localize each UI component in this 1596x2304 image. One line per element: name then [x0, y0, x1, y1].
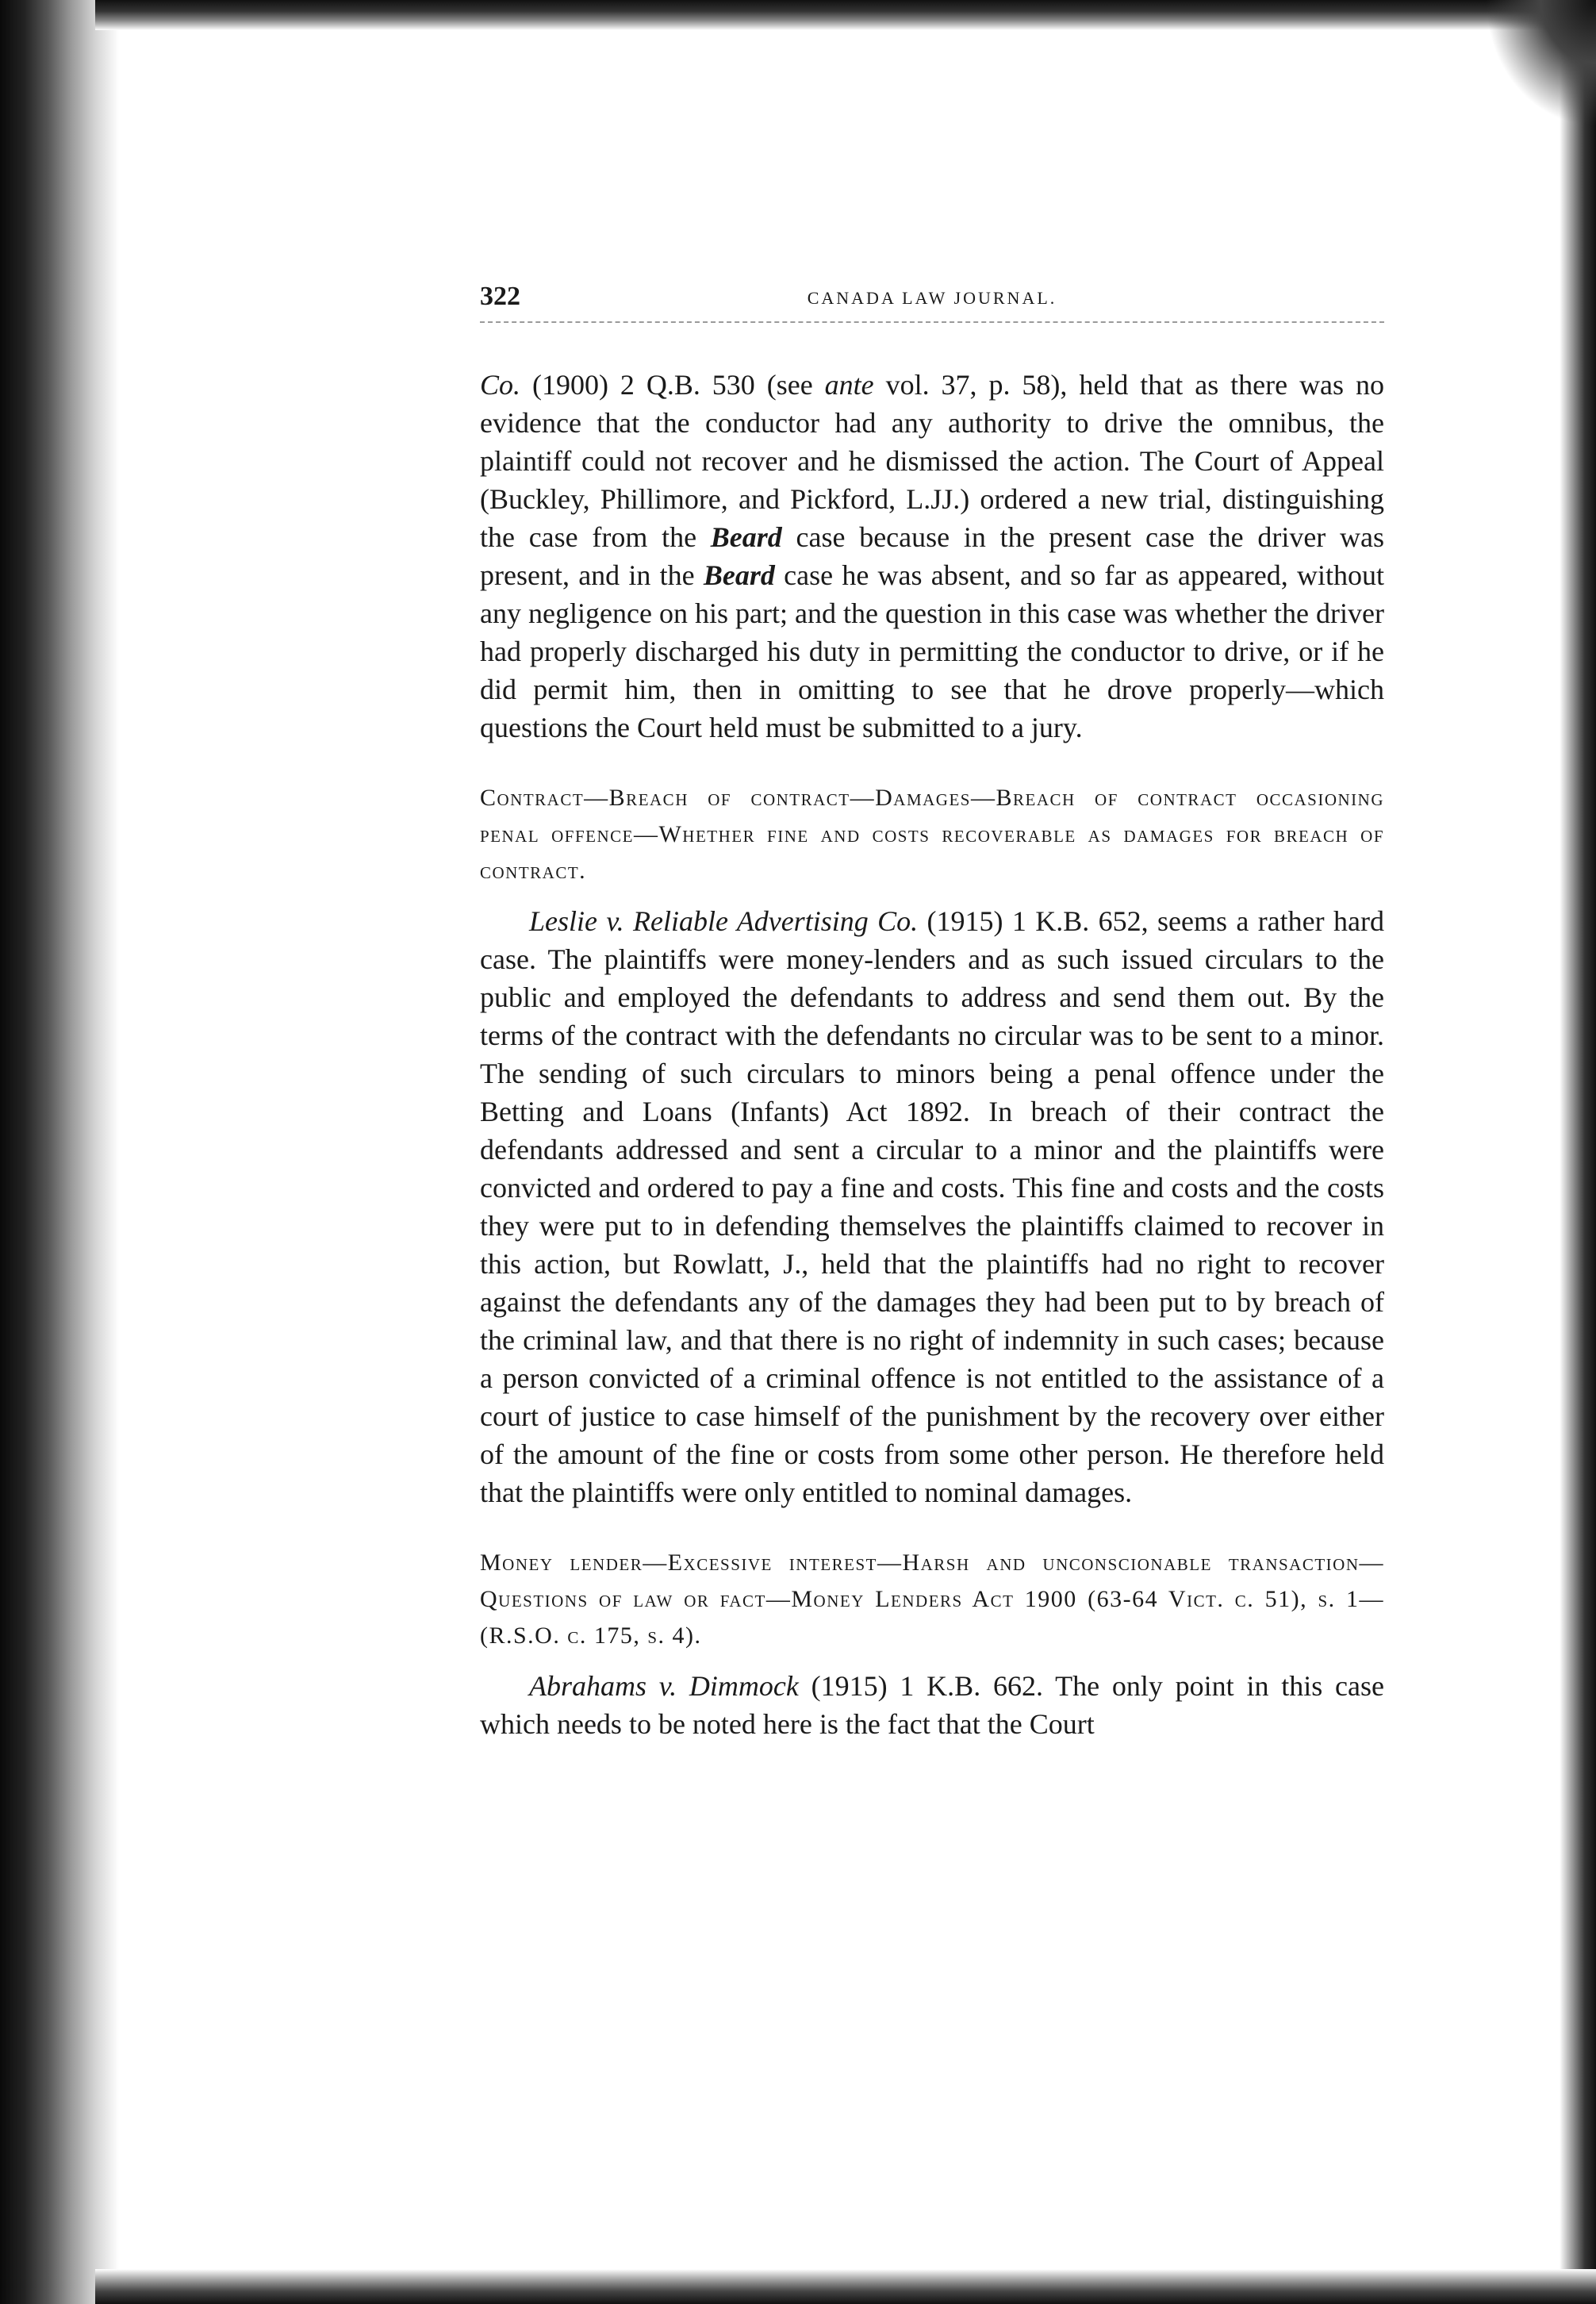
section-heading-money-lender: Money lender—Excessive interest—Harsh and unconscionable transaction—Questions of law or fact—Money Lenders Act 1900 (63-64 Vict. c. 51), s. 1—(R.S.O. c. 175, s. 4).	[480, 1549, 1384, 1649]
case-name: Beard	[703, 559, 775, 591]
case-name: Beard	[710, 521, 782, 553]
page-header	[480, 282, 1384, 323]
scan-bottom-edge	[95, 2269, 1596, 2304]
scan-binding-shadow	[0, 0, 119, 2304]
section-heading-contract: Contract—Breach of contract—Damages—Breach of contract occasioning penal offence—Whether fine and costs recoverable as damages for breach of contract.	[480, 785, 1384, 884]
scan-top-edge	[95, 0, 1596, 30]
scan-corner-shadow	[1485, 0, 1596, 127]
case-name: Co.	[480, 369, 521, 401]
case-name: Abrahams v. Dimmock	[529, 1670, 799, 1702]
paragraph-abrahams: Abrahams v. Dimmock (1915) 1 K.B. 662. The only point in this case which needs to be noted here is the fact that the Court	[480, 1670, 1384, 1740]
page-number: 322	[480, 282, 520, 311]
running-title: CANADA LAW JOURNAL.	[807, 288, 1057, 308]
journal-page	[480, 282, 1384, 1743]
scan-right-edge	[1560, 0, 1596, 2304]
paragraph-leslie: Leslie v. Reliable Advertising Co. (1915) 1 K.B. 652, seems a rather hard case. The plaintiffs were money-lenders and as such issued circulars to the public and employed the defendants to address and send them out. By the terms of the contract with the defendants no circular was to be sent to a minor. The sending of such circulars to minors being a penal offence under the Betting and Loans (Infants) Act 1892. In breach of their contract the defendants addressed and sent a circular to a minor and the plaintiffs were convicted and ordered to pay a fine and costs. This fine and costs and the costs they were put to in defending themselves the plaintiffs claimed to recover in this action, but Rowlatt, J., held that the plaintiffs had no right to recover against the defendants any of the damages they had been put to by breach of the criminal law, and that there is no right of indemnity in such cases; because a person convicted of a criminal offence is not entitled to the assistance of a court of justice to case himself of the punishment by the recovery over either of the amount of the fine or costs from some other person. He therefore held that the plaintiffs were only entitled to nominal damages.	[480, 905, 1384, 1508]
case-name: Leslie v. Reliable Advertising Co.	[529, 905, 919, 937]
ante-ref: ante	[824, 369, 874, 401]
paragraph-continuation: Co. (1900) 2 Q.B. 530 (see ante vol. 37, p. 58), held that as there was no evidence that the conductor had any authority to drive the omnibus, the plaintiff could not recover and he dismissed the action. The Court of Appeal (Buckley, Phillimore, and Pickford, L.JJ.) ordered a new trial, distinguishing the case from the Beard case because in the present case the driver was present, and in the Beard case he was absent, and so far as appeared, without any negligence on his part; and the question in this case was whether the driver had properly discharged his duty in permitting the conductor to drive, or if he did permit him, then in omitting to see that he drove properly—which questions the Court held must be submitted to a jury.	[480, 369, 1385, 743]
